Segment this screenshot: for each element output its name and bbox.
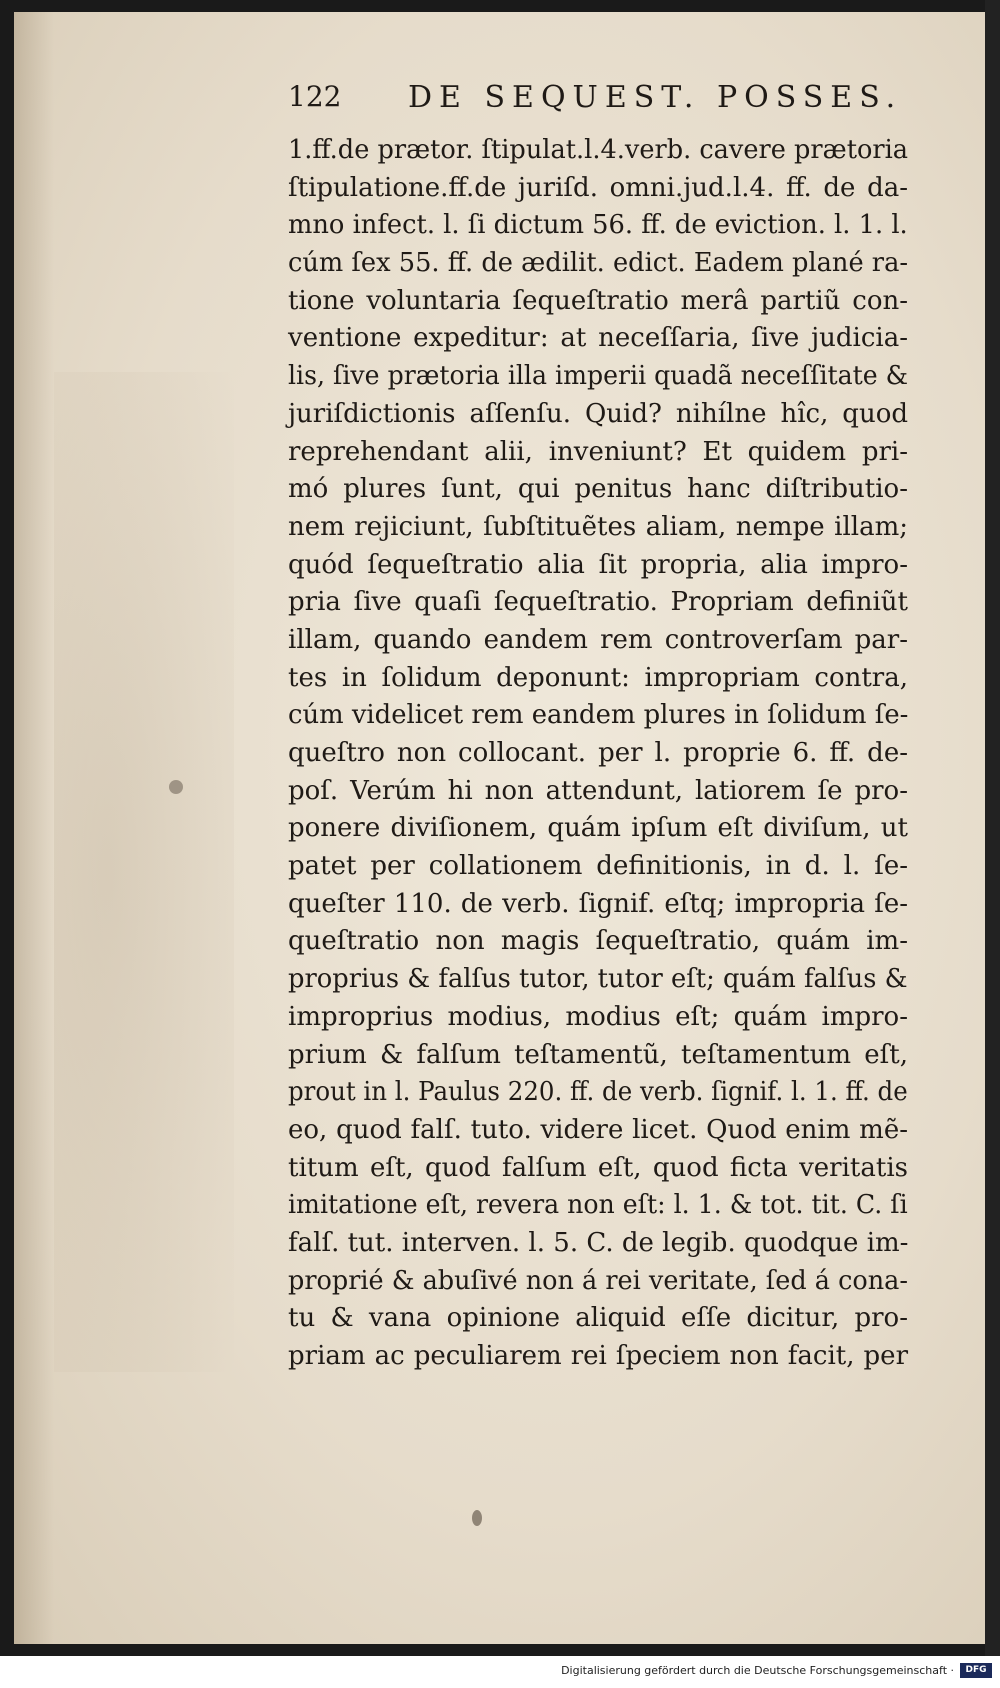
text-line: queſtro non collocant. per l. proprie 6. ff. de- (288, 738, 908, 768)
text-line: ſtipulatione.ff.de juriſd. omni.jud.l.4. ff. de da- (288, 172, 908, 203)
footer-credit: Digitalisierung gefördert durch die Deutsche Forschungsgemeinschaft · (561, 1664, 954, 1677)
text-line: lis, ſive prætoria illa imperii quadã neceſſitate & (288, 361, 909, 392)
text-line: reprehendant alii, inveniunt? Et quidem pri- (288, 436, 908, 467)
text-line: quód ſequeſtratio alia ſit propria, alia impro- (288, 549, 908, 580)
text-line: prout in l. Paulus 220. ff. de verb. ſignif. l. 1. ff. de (288, 1077, 908, 1108)
text-line: queſtratio non magis ſequeſtratio, quám im- (288, 926, 908, 957)
text-line: titum eſt, quod falſum eſt, quod ficta veritatis (288, 1152, 908, 1183)
text-line: improprius modius, modius eſt; quám impro- (288, 1001, 908, 1032)
text-line: mó plures ſunt, qui penitus hanc diſtributio- (288, 474, 908, 505)
running-head: DE SEQUEST. POSSES. (408, 80, 903, 115)
dfg-logo: DFG (960, 1663, 992, 1678)
text-line: priam ac peculiarem rei ſpeciem non facit, per (288, 1341, 908, 1371)
text-line: mno infect. l. ſi dictum 56. ff. de eviction. l. 1. l. (288, 210, 908, 241)
text-line: tu & vana opinione aliquid eſſe dicitur, pro- (288, 1303, 908, 1334)
text-line: proprius & falſus tutor, tutor eſt; quám falſus & (288, 964, 908, 995)
footer-bar (0, 1656, 1000, 1688)
text-line: pria ſive quaſi ſequeſtratio. Propriam definiũt (288, 587, 908, 618)
page-header (288, 80, 903, 126)
page-number: 122 (288, 80, 342, 113)
text-line: imitatione eſt, revera non eſt: l. 1. & tot. tit. C. ſi (288, 1190, 908, 1221)
text-line: prium & falſum teſtamentũ, teſtamentum eſt, (288, 1039, 908, 1070)
text-line: cúm ſex 55. ff. de ædilit. edict. Eadem plané ra- (288, 248, 909, 279)
page-gutter-shadow (14, 12, 54, 1644)
text-line: juriſdictionis aſſenſu. Quid? nihílne hîc, quod (288, 398, 908, 429)
page-right-edge (985, 0, 1000, 1656)
text-line: cúm videlicet rem eandem plures in ſolidum ſe- (288, 700, 909, 731)
text-line: tes in ſolidum deponunt: impropriam contra, (288, 662, 908, 693)
text-line: proprié & abuſivé non á rei veritate, ſed á cona- (288, 1265, 908, 1296)
text-line: nem rejiciunt, ſubſtituẽtes aliam, nempe illam; (288, 511, 908, 542)
text-line: ventione expeditur: at neceſſaria, ſive judicia- (288, 323, 908, 354)
text-line: queſter 110. de verb. ſignif. eſtq; impropria ſe- (288, 888, 908, 919)
text-line: 1.ff.de prætor. ſtipulat.l.4.verb. cavere prætoria (288, 135, 909, 165)
text-line: eo, quod falſ. tuto. videre licet. Quod enim mẽ- (288, 1114, 908, 1145)
body-text (288, 132, 908, 1376)
ink-spot-bottom (472, 1510, 482, 1526)
page-stain (54, 372, 234, 1372)
text-line: falſ. tut. interven. l. 5. C. de legib. quodque im- (288, 1227, 909, 1258)
text-line: patet per collationem definitionis, in d. l. ſe- (288, 851, 908, 882)
text-line: tione voluntaria ſequeſtratio merâ partiũ con- (288, 285, 908, 316)
text-line: ponere diviſionem, quám ipſum eſt diviſum, ut (288, 813, 908, 844)
text-line: poſ. Verúm hi non attendunt, latiorem ſe pro- (288, 775, 908, 806)
text-line: illam, quando eandem rem controverſam par- (288, 624, 908, 655)
ink-spot (169, 780, 183, 794)
